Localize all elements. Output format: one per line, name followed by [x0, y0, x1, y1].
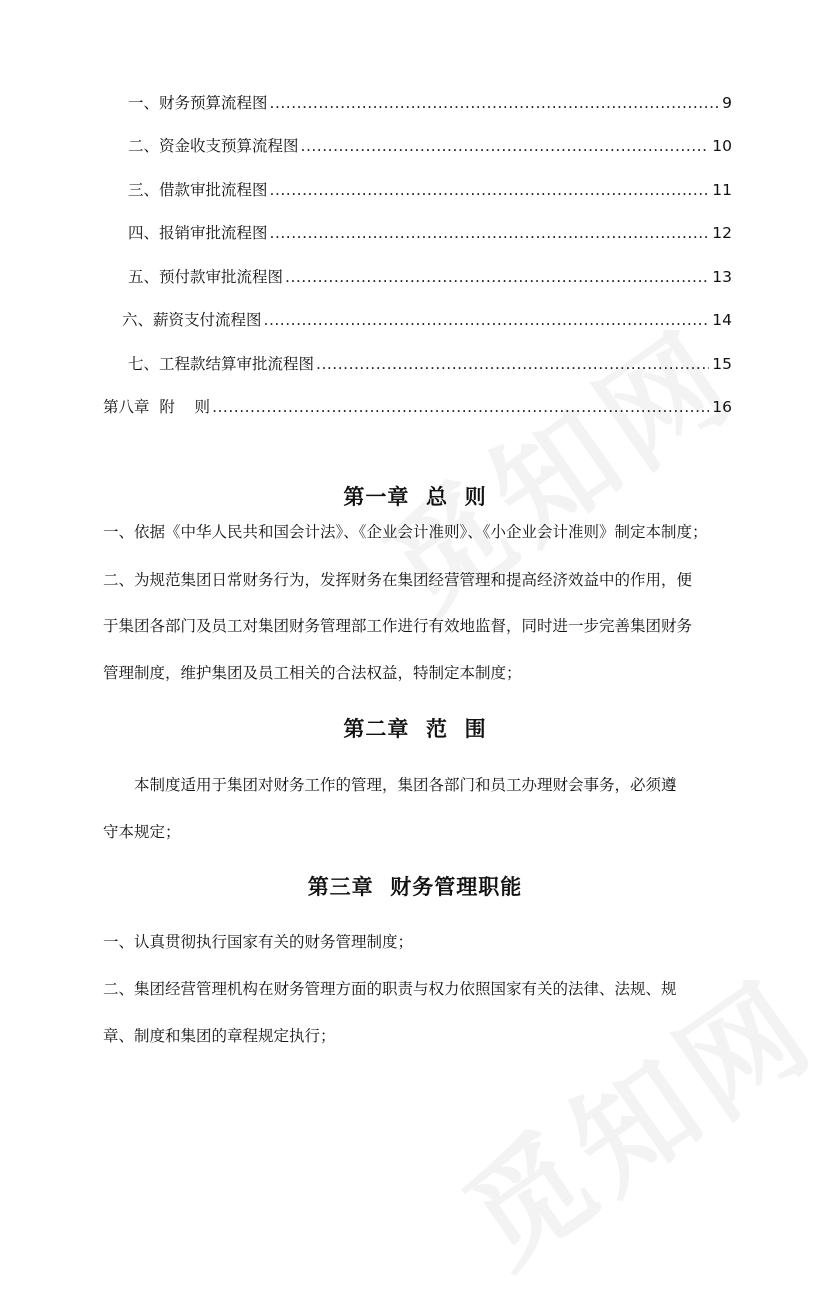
chapter-1-title: 第一章 总 则	[343, 485, 487, 509]
toc-entry-label: 五、预付款审批流程图	[128, 268, 284, 286]
toc-entry-label: 三、借款审批流程图	[128, 181, 268, 199]
toc-entry-label: 一、财务预算流程图	[128, 94, 268, 112]
toc-entry-label: 四、报销审批流程图	[128, 224, 268, 242]
chapter-1-line: 于集团各部门及员工对集团财务管理部工作进行有效地监督，同时进一步完善集团财务	[103, 617, 693, 635]
toc-entry[interactable]	[122, 308, 732, 332]
chapter-3-line: 章、制度和集团的章程规定执行；	[103, 1027, 336, 1045]
toc-entry[interactable]	[128, 178, 732, 202]
toc-entry-page: 14	[712, 311, 732, 329]
toc-leader-dots	[270, 91, 720, 115]
toc-leader-dots	[301, 134, 710, 158]
toc-leader-dots	[264, 308, 710, 332]
toc-entry[interactable]	[128, 352, 732, 376]
chapter-3-title: 第三章 财务管理职能	[307, 875, 523, 899]
chapter-3-line: 一、认真贯彻执行国家有关的财务管理制度；	[103, 933, 414, 951]
toc-entry[interactable]	[128, 221, 732, 245]
toc-entry-label: 六、薪资支付流程图	[122, 311, 262, 329]
chapter-2-title: 第二章 范 围	[343, 717, 487, 741]
chapter-2-line: 守本规定；	[103, 823, 181, 841]
toc-leader-dots	[285, 265, 709, 289]
toc-entry-page: 16	[712, 398, 732, 416]
toc-entry[interactable]	[128, 134, 732, 158]
toc-leader-dots	[316, 352, 709, 376]
toc-entry-page: 9	[722, 94, 732, 112]
watermark	[346, 284, 764, 649]
chapter-1-line: 二、为规范集团日常财务行为，发挥财务在集团经营管理和提高经济效益中的作用，便	[103, 571, 693, 589]
toc-leader-dots	[270, 178, 710, 202]
chapter-3-line: 二、集团经营管理机构在财务管理方面的职责与权力依照国家有关的法律、法规、规	[103, 980, 677, 998]
toc-entry-page: 15	[712, 355, 732, 373]
chapter-2-line: 本制度适用于集团对财务工作的管理，集团各部门和员工办理财会事务，必须遵	[134, 776, 677, 794]
toc-entry[interactable]	[128, 265, 732, 289]
chapter-1-line: 管理制度，维护集团及员工相关的合法权益，特制定本制度；	[103, 664, 522, 682]
toc-entry[interactable]	[103, 395, 732, 419]
toc-entry-label: 七、工程款结算审批流程图	[128, 355, 315, 373]
toc-entry[interactable]	[128, 91, 732, 115]
toc-entry-page: 10	[712, 137, 732, 155]
toc-entry-label: 第八章 附 则	[103, 398, 211, 416]
toc-entry-page: 11	[712, 181, 732, 199]
toc-entry-page: 13	[712, 268, 732, 286]
toc-entry-page: 12	[712, 224, 732, 242]
chapter-1-line: 一、依据《中华人民共和国会计法》、《企业会计准则》、《小企业会计准则》制定本制度；	[103, 523, 708, 541]
toc-entry-label: 二、资金收支预算流程图	[128, 137, 299, 155]
toc-leader-dots	[212, 395, 709, 419]
toc-leader-dots	[270, 221, 710, 245]
